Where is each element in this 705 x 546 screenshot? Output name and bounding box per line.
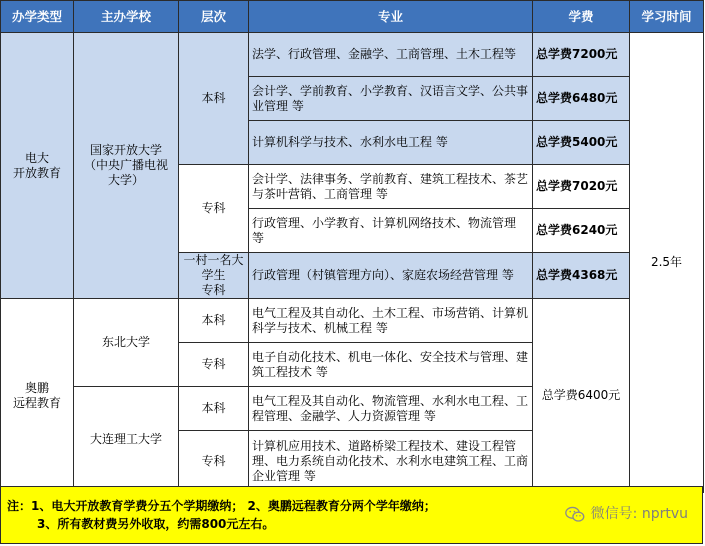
major-cell: 行政管理（村镇管理方向）、家庭农场经营管理 等 bbox=[249, 253, 533, 299]
major-cell: 电子自动化技术、机电一体化、安全技术与管理、建筑工程技术 等 bbox=[249, 343, 533, 387]
footnote-line-2: 3、所有教材费另外收取，约需800元左右。 bbox=[37, 517, 275, 531]
level-cell: 本科 bbox=[179, 33, 249, 165]
fee-cell: 总学费6400元 bbox=[533, 299, 630, 493]
school-cell: 大连理工大学 bbox=[74, 387, 179, 493]
footnote bbox=[0, 486, 703, 544]
duration-cell: 2.5年 bbox=[630, 33, 704, 493]
wechat-id: 微信号: nprtvu bbox=[590, 506, 688, 522]
level-cell: 一村一名大学生 专科 bbox=[179, 253, 249, 299]
header-level: 层次 bbox=[179, 1, 249, 33]
fee-cell: 总学费7020元 bbox=[533, 165, 630, 209]
fee-cell: 总学费6240元 bbox=[533, 209, 630, 253]
type-cell: 奥鹏 远程教育 bbox=[1, 299, 74, 493]
level-cell: 专科 bbox=[179, 165, 249, 253]
header-row bbox=[1, 1, 704, 33]
header-fee: 学费 bbox=[533, 1, 630, 33]
major-cell: 电气工程及其自动化、土木工程、市场营销、计算机科学与技术、机械工程 等 bbox=[249, 299, 533, 343]
footnote-line-1: 注：1、电大开放教育学费分五个学期缴纳； 2、奥鹏远程教育分两个学年缴纳； bbox=[7, 499, 436, 513]
fee-cell: 总学费4368元 bbox=[533, 253, 630, 299]
level-cell: 本科 bbox=[179, 299, 249, 343]
fee-cell: 总学费5400元 bbox=[533, 121, 630, 165]
type-cell: 电大 开放教育 bbox=[1, 33, 74, 299]
major-cell: 会计学、法律事务、学前教育、建筑工程技术、茶艺与茶叶营销、工商管理 等 bbox=[249, 165, 533, 209]
header-school: 主办学校 bbox=[74, 1, 179, 33]
major-cell: 计算机应用技术、道路桥梁工程技术、建设工程管理、电力系统自动化技术、水利水电建筑工程、工商企业管理 等 bbox=[249, 431, 533, 493]
school-cell: 东北大学 bbox=[74, 299, 179, 387]
level-cell: 本科 bbox=[179, 387, 249, 431]
level-cell: 专科 bbox=[179, 431, 249, 493]
table-row bbox=[1, 299, 704, 343]
header-major: 专业 bbox=[249, 1, 533, 33]
fee-cell: 总学费7200元 bbox=[533, 33, 630, 77]
major-cell: 计算机科学与技术、水利水电工程 等 bbox=[249, 121, 533, 165]
major-cell: 会计学、学前教育、小学教育、汉语言文学、公共事业管理 等 bbox=[249, 77, 533, 121]
major-cell: 电气工程及其自动化、物流管理、水利水电工程、工程管理、金融学、人力资源管理 等 bbox=[249, 387, 533, 431]
header-type: 办学类型 bbox=[1, 1, 74, 33]
wechat-icon bbox=[565, 506, 585, 523]
table-row bbox=[1, 33, 704, 77]
school-cell: 国家开放大学 （中央广播电视 大学） bbox=[74, 33, 179, 299]
major-cell: 行政管理、小学教育、计算机网络技术、物流管理 等 bbox=[249, 209, 533, 253]
level-cell: 专科 bbox=[179, 343, 249, 387]
fee-cell: 总学费6480元 bbox=[533, 77, 630, 121]
wechat-watermark bbox=[565, 505, 688, 523]
header-duration: 学习时间 bbox=[630, 1, 704, 33]
major-cell: 法学、行政管理、金融学、工商管理、土木工程等 bbox=[249, 33, 533, 77]
